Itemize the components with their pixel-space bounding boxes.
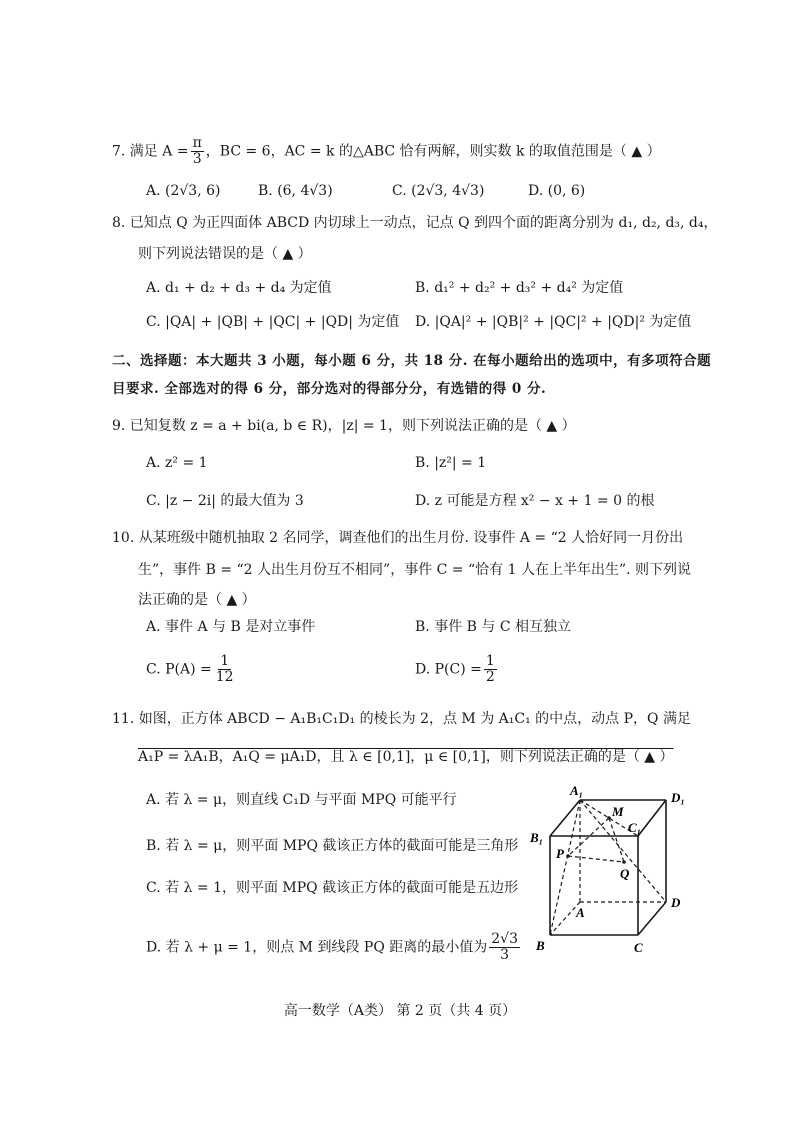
q11-optd-num: 2√3	[491, 931, 518, 947]
edge-a1-b1	[550, 800, 580, 836]
q9-option-d: D. z 可能是方程 x² − x + 1 = 0 的根	[415, 493, 655, 509]
q7-option-d: D. (0, 6)	[528, 183, 586, 199]
q8-option-c: C. |QA| + |QB| + |QC| + |QD| 为定值	[146, 314, 400, 330]
q10-option-c	[146, 654, 238, 685]
q7-frac-den: 3	[192, 151, 202, 167]
label-q: Q	[620, 866, 630, 881]
q7-post: ，BC = 6，AC = k 的△ABC 恰有两解，则实数 k 的取值范围是（ ▲ ）	[205, 143, 661, 160]
section2-line2: 目要求. 全部选对的得 6 分，部分选对的得部分分，有选错的得 0 分.	[112, 381, 547, 397]
label-p: P	[556, 846, 564, 861]
label-b: B	[536, 938, 545, 953]
label-d1: D₁	[671, 790, 685, 805]
q10-line3: 法正确的是（ ▲ ）	[138, 592, 256, 608]
q11-option-d	[146, 932, 522, 963]
q11-optd-fraction	[489, 932, 520, 963]
q7-option-a: A. (2√3, 6)	[146, 183, 221, 199]
label-a: A	[576, 905, 585, 920]
q10-optc-num: 1	[220, 653, 230, 669]
q10-option-b: B. 事件 B 与 C 相互独立	[415, 619, 571, 635]
q11-option-c: C. 若 λ = 1，则平面 MPQ 截该正方体的截面可能是五边形	[146, 880, 519, 896]
cube-figure	[520, 780, 700, 960]
q8-option-a: A. d₁ + d₂ + d₃ + d₄ 为定值	[146, 280, 332, 296]
edge-c-d	[638, 902, 666, 935]
q7-pre: 7. 满足 A =	[112, 143, 189, 160]
point-q	[622, 860, 626, 864]
q11-option-b: B. 若 λ = μ，则平面 MPQ 截该正方体的截面可能是三角形	[146, 838, 519, 854]
point-p	[566, 854, 570, 858]
label-a1: A₁	[570, 783, 584, 798]
label-b1: B₁	[530, 830, 544, 845]
q11-line1: 11. 如图，正方体 ABCD − A₁B₁C₁D₁ 的棱长为 2，点 M 为 A₁C₁ 的中点，动点 P，Q 满足	[112, 711, 691, 727]
q10-optd-den: 2	[485, 669, 495, 685]
q9-option-b: B. |z²| = 1	[415, 455, 487, 471]
q10-line1: 10. 从某班级中随机抽取 2 名同学，调查他们的出生月份. 设事件 A = “2 人恰好同一月份出	[112, 530, 684, 546]
q10-optd-num: 1	[485, 653, 495, 669]
q7-option-c: C. (2√3, 4√3)	[392, 183, 485, 199]
q8-line1: 8. 已知点 Q 为正四面体 ABCD 内切球上一动点，记点 Q 到四个面的距离分别为 d₁, d₂, d₃, d₄，	[112, 215, 718, 231]
section2-line1: 二、选择题：本大题共 3 小题，每小题 6 分，共 18 分. 在每小题给出的选项中，有多项符合题	[112, 353, 712, 369]
edge-d1-c1	[638, 800, 666, 836]
label-c1: C₁	[628, 820, 642, 835]
q9-option-a: A. z² = 1	[146, 455, 208, 471]
point-m	[607, 816, 611, 820]
seg-p-q	[568, 856, 624, 862]
q11-line2: A₁P = λA₁B，A₁Q = μA₁D，且 λ ∈ [0,1]，μ ∈ [0,1]，则下列说法正确的是（ ▲ ）	[138, 749, 674, 765]
q11-optd-pre: D. 若 λ + μ = 1，则点 M 到线段 PQ 距离的最小值为	[146, 939, 488, 956]
label-m: M	[612, 804, 624, 819]
q10-line2: 生”，事件 B = “2 人出生月份互不相同”，事件 C = “恰有 1 人在上半年出生”. 则下列说	[138, 562, 692, 578]
page-footer: 高一数学（A类） 第 2 页（共 4 页）	[283, 1003, 517, 1019]
q10-optc-pre: C. P(A) =	[146, 661, 212, 678]
q7-stem	[112, 136, 661, 167]
q10-optd-fraction	[484, 654, 497, 685]
seg-m-q	[609, 818, 624, 862]
q10-optc-den: 12	[215, 669, 234, 685]
q11-option-a: A. 若 λ = μ，则直线 C₁D 与平面 MPQ 可能平行	[146, 792, 457, 808]
q7-fraction	[191, 136, 204, 167]
q8-option-d: D. |QA|² + |QB|² + |QC|² + |QD|² 为定值	[415, 314, 692, 330]
q11-optd-den: 3	[500, 947, 510, 963]
q10-option-a: A. 事件 A 与 B 是对立事件	[146, 619, 316, 635]
label-d: D	[671, 895, 681, 910]
q10-optc-fraction	[214, 654, 236, 685]
q8-option-b: B. d₁² + d₂² + d₃² + d₄² 为定值	[415, 280, 624, 296]
q10-optd-pre: D. P(C) =	[415, 661, 482, 678]
q9-stem: 9. 已知复数 z = a + bi(a, b ∈ R)，|z| = 1，则下列说法正确的是（ ▲ ）	[112, 418, 576, 434]
q7-option-b: B. (6, 4√3)	[258, 183, 333, 199]
label-c: C	[634, 940, 643, 955]
q10-option-d	[415, 654, 499, 685]
q7-frac-num: π	[192, 135, 202, 151]
q8-line2: 则下列说法错误的是（ ▲ ）	[138, 246, 312, 262]
q9-option-c: C. |z − 2i| 的最大值为 3	[146, 493, 304, 509]
